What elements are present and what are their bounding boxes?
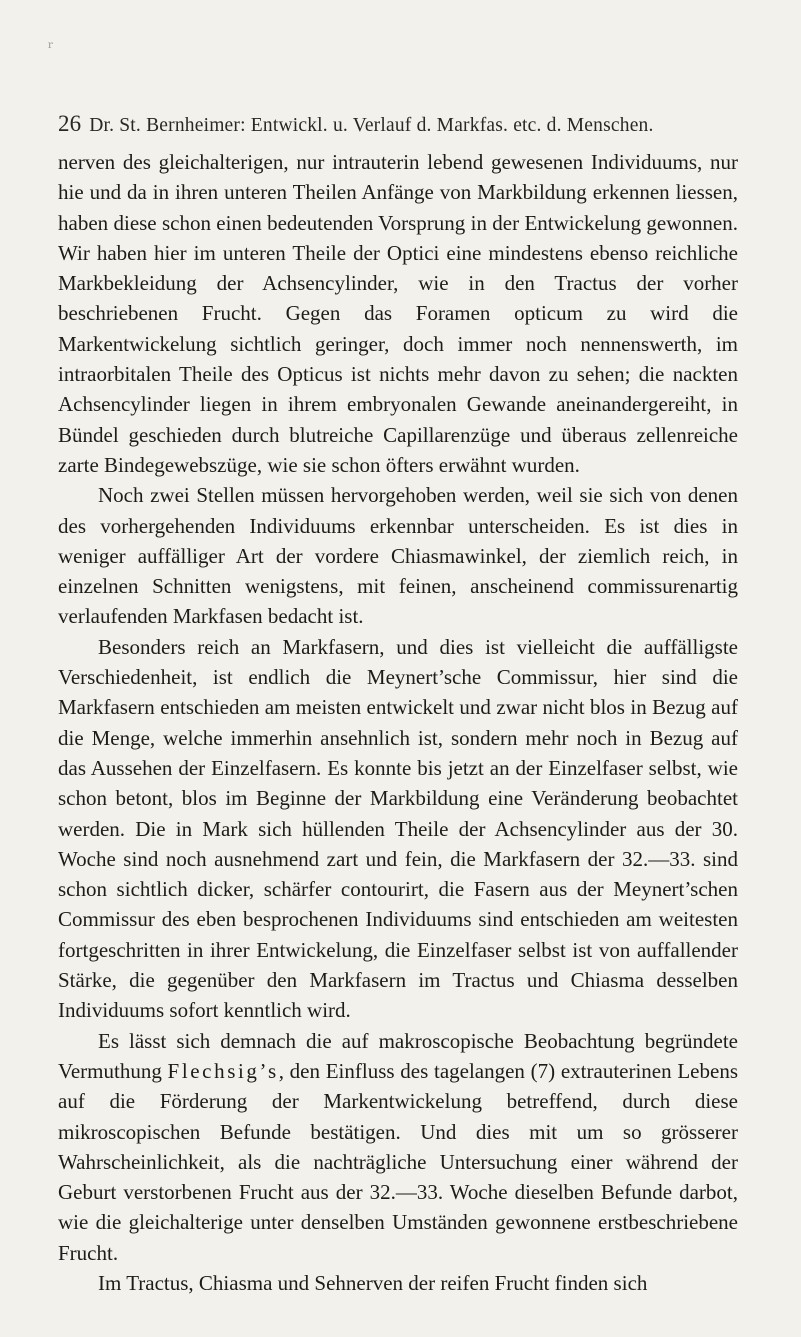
paragraph-3 xyxy=(58,632,738,1026)
author-name: Flechsig’s xyxy=(167,1058,279,1083)
paragraph-2 xyxy=(58,480,738,631)
scan-mark: r xyxy=(48,40,53,51)
page-number: 26 xyxy=(58,111,82,136)
running-header xyxy=(58,111,758,139)
paragraph-1 xyxy=(58,147,738,480)
text-run: Im Tractus, Chiasma und Sehnerven der reifen Frucht finden sich xyxy=(98,1270,648,1295)
paragraph-4 xyxy=(58,1026,738,1268)
text-run: Besonders reich an Markfasern, und dies ist vielleicht die auffälligste Verschiedenheit, ist endlich die Meynert’sche Commissur, hier sind die Markfasern entschieden am meisten entwickelt und zwar nicht blos in Bezug auf die Menge, welche immerhin ansehnlich ist, sondern mehr noch in Bezug auf das Aussehen der Einzelfasern. Es konnte bis jetzt an der Einzelfaser selbst, wie schon betont, blos im Beginne der Markbildung eine Veränderung beobachtet werden. Die in Mark sich hüllenden Theile der Achsencylinder aus der 30. Woche sind noch ausnehmend zart und fein, die Markfasern der 32.—33. sind schon sichtlich dicker, schärfer contourirt, die Fasern aus der Meynert’schen Commissur des eben besprochenen Individuums sind entschieden am weitesten fortgeschritten in ihrer Entwickelung, die Einzelfaser selbst ist von auffallender Stärke, die gegenüber den Markfasern im Tractus und Chiasma desselben Individuums sofort kenntlich wird. xyxy=(58,634,738,1023)
text-run: Noch zwei Stellen müssen hervorgehoben werden, weil sie sich von denen des vorhergehenden Individuums erkennbar unterscheiden. Es ist dies in weniger auffälliger Art der vordere Chiasmawinkel, der ziemlich reich, in einzelnen Schnitten wenigstens, mit feinen, anscheinend commissurenartig verlaufenden Markfasen bedacht ist. xyxy=(58,483,738,629)
text-run: nerven des gleichalterigen, nur intrauterin lebend gewesenen Individuums, nur hie und da in ihren unteren Theilen Anfänge von Markbildung erkennen liessen, haben diese schon einen bedeutenden Vorsprung in der Entwickelung gewonnen. Wir haben hier im unteren Theile der Optici eine mindestens ebenso reichliche Markbekleidung der Achsencylinder, wie in den Tractus der vorher beschriebenen Frucht. Gegen das Foramen opticum zu wird die Markentwickelung sichtlich geringer, doch immer noch nennenswerth, im intraorbitalen Theile des Opticus ist nichts mehr davon zu sehen; die nackten Achsencylinder liegen in ihrem embryonalen Gewande aneinandergereiht, in Bündel geschieden durch blutreiche Capillarenzüge und überaus zellenreiche zarte Bindegewebszüge, wie sie schon öfters erwähnt wurden. xyxy=(58,150,738,477)
paragraph-5 xyxy=(58,1268,738,1298)
text-run: Es lässt sich demnach die auf makroscopische Beobachtung begründete Vermuthung xyxy=(58,1028,738,1083)
body-text xyxy=(58,147,738,1298)
text-run: , den Einfluss des tagelangen (7) extrauterinen Lebens auf die Förderung der Markentwickelung betreffend, durch diese mikroscopischen Befunde bestätigen. Und dies mit um so grösserer Wahrscheinlichkeit, als die nachträgliche Untersuchung einer während der Geburt verstorbenen Frucht aus der 32.—33. Woche dieselben Befunde darbot, wie die gleichalterige unter denselben Umständen gewonnene erstbeschriebene Frucht. xyxy=(58,1058,738,1265)
running-title: Dr. St. Bernheimer: Entwickl. u. Verlauf d. Markfas. etc. d. Menschen. xyxy=(89,115,654,136)
